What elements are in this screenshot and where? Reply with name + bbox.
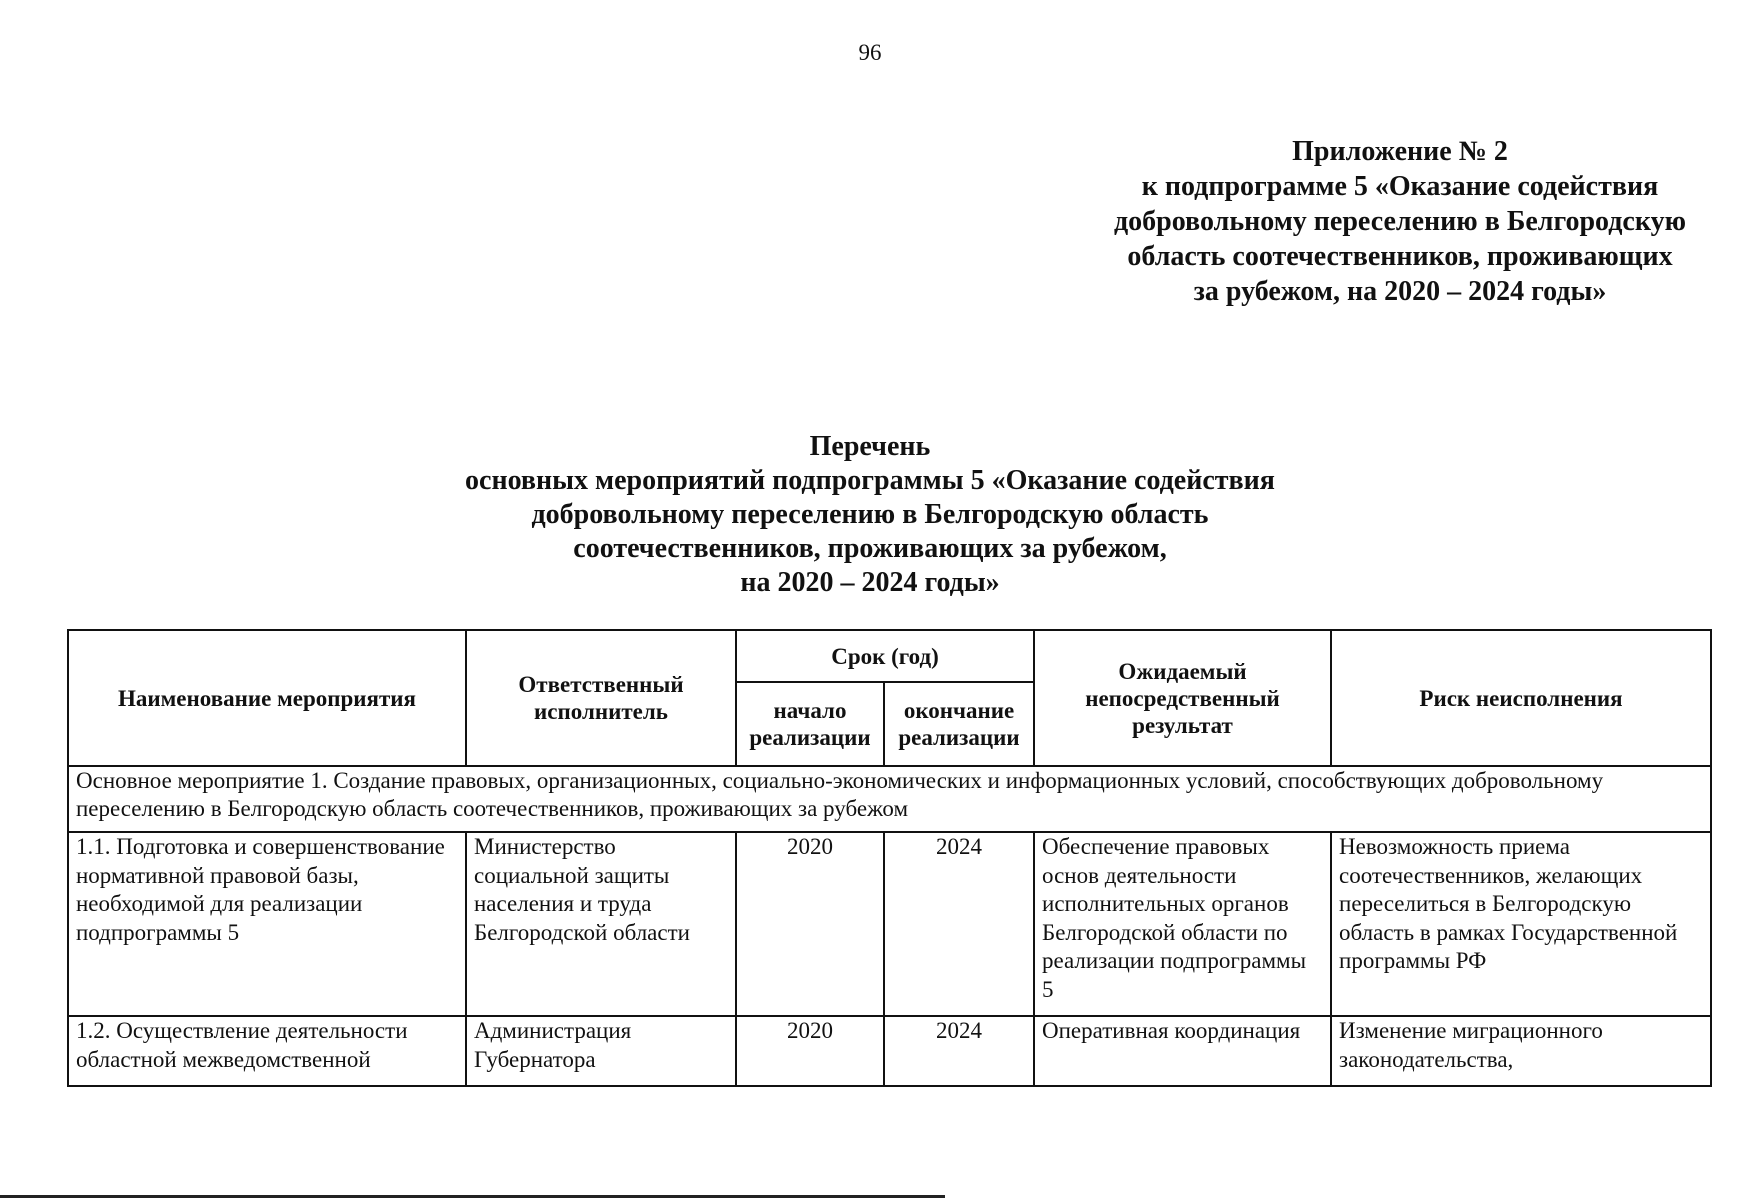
appendix-line: Приложение № 2 [1292, 136, 1508, 167]
table-row [68, 1016, 1711, 1086]
list-title-line: на 2020 – 2024 годы» [740, 567, 1000, 598]
section-title: Основное мероприятие 1. Создание правовых, организационных, социально-экономических и информационных условий, способствующих добровольному переселению в Белгородскую область соотечественников, проживающих за рубежом [68, 766, 1711, 832]
cell-risk: Изменение миграционного законодательства, [1331, 1016, 1711, 1086]
list-title-line: Перечень [809, 431, 931, 462]
cell-executor: Министерство социальной защиты населения и труда Белгородской области [466, 832, 736, 1016]
cell-risk: Невозможность приема соотечественников, желающих переселиться в Белгородскую область в рамках Государственной программы РФ [1331, 832, 1711, 1016]
appendix-line: добровольному переселению в Белгородскую [1114, 206, 1686, 237]
header-row [68, 630, 1711, 682]
list-title [0, 430, 1740, 600]
header-name: Наименование мероприятия [68, 630, 466, 766]
header-end: окончание реализации [884, 682, 1034, 766]
header-start: начало реализации [736, 682, 884, 766]
cell-end: 2024 [884, 1016, 1034, 1086]
bottom-rule [0, 1195, 945, 1198]
list-title-line: добровольному переселению в Белгородскую область [531, 499, 1209, 530]
header-executor: Ответственный исполнитель [466, 630, 736, 766]
appendix-heading [1040, 134, 1760, 309]
header-term: Срок (год) [736, 630, 1034, 682]
header-result: Ожидаемый непосредственный результат [1034, 630, 1331, 766]
cell-result: Обеспечение правовых основ деятельности исполнительных органов Белгородской области по реализации подпрограммы 5 [1034, 832, 1331, 1016]
cell-end: 2024 [884, 832, 1034, 1016]
cell-name: 1.1. Подготовка и совершенствование нормативной правовой базы, необходимой для реализации подпрограммы 5 [68, 832, 466, 1016]
header-risk: Риск неисполнения [1331, 630, 1711, 766]
activities-table [67, 629, 1712, 1087]
cell-start: 2020 [736, 1016, 884, 1086]
page-number: 96 [858, 40, 882, 65]
cell-name: 1.2. Осуществление деятельности областной межведомственной [68, 1016, 466, 1086]
appendix-line: к подпрограмме 5 «Оказание содействия [1141, 171, 1659, 202]
cell-start: 2020 [736, 832, 884, 1016]
cell-executor: Администрация Губернатора [466, 1016, 736, 1086]
appendix-line: область соотечественников, проживающих [1127, 241, 1673, 272]
list-title-line: основных мероприятий подпрограммы 5 «Оказание содействия [465, 465, 1275, 496]
list-title-line: соотечественников, проживающих за рубежом, [573, 533, 1167, 564]
section-row [68, 766, 1711, 832]
cell-result: Оперативная координация [1034, 1016, 1331, 1086]
appendix-line: за рубежом, на 2020 – 2024 годы» [1193, 276, 1607, 307]
table-row [68, 832, 1711, 1016]
